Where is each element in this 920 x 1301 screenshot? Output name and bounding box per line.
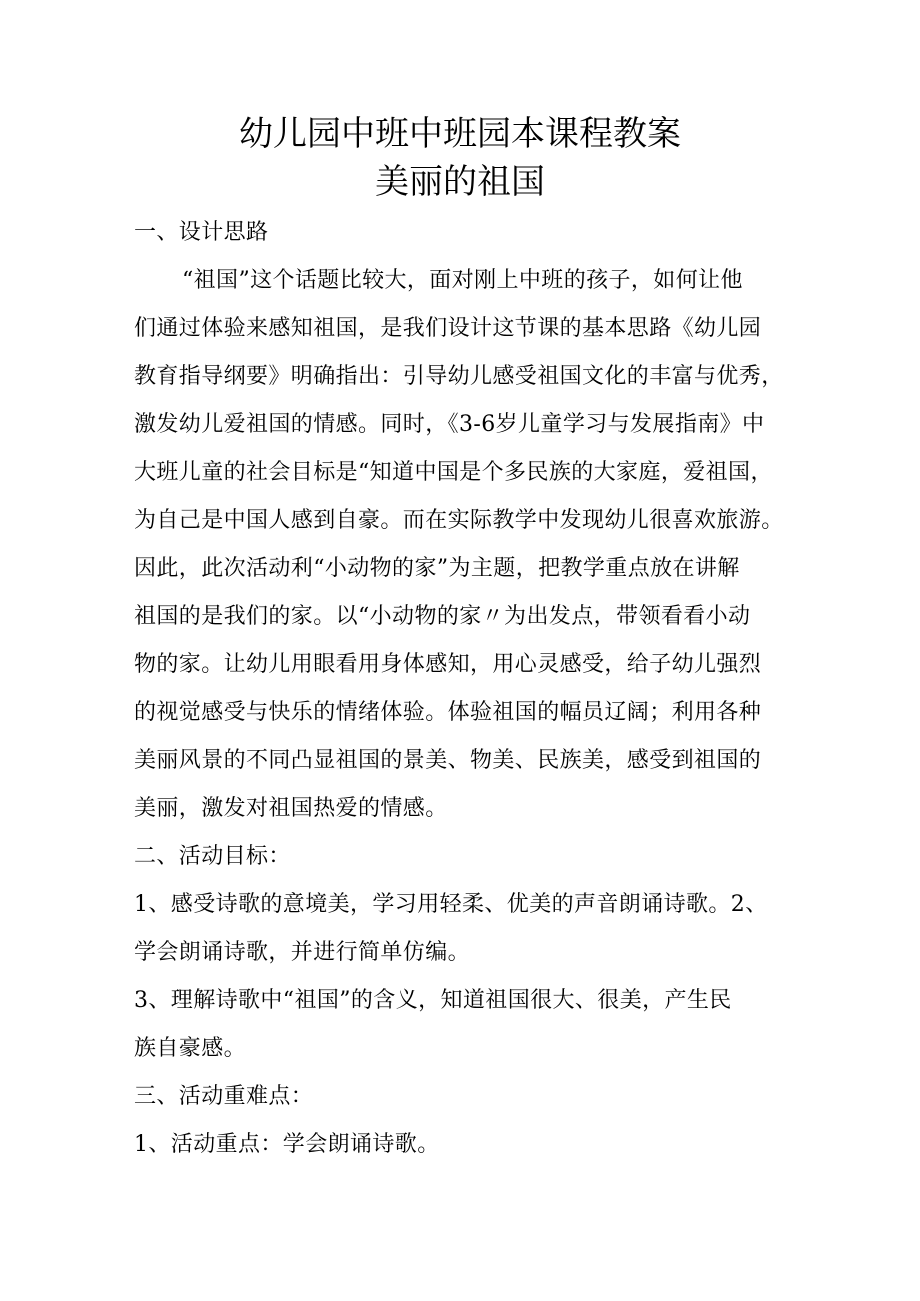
paragraph-line: 物的家。让幼儿用眼看用身体感知，用心灵感受，给子幼儿强烈: [134, 652, 762, 677]
goal-line: 学会朗诵诗歌，并进行简单仿编。: [134, 940, 471, 965]
keypoint-line: 1、活动重点：学会朗诵诗歌。: [134, 1132, 440, 1157]
section-heading-design: 一、设计思路: [134, 220, 269, 245]
section-heading-goals: 二、活动目标：: [134, 844, 291, 869]
paragraph-line: 美丽，激发对祖国热爱的情感。: [134, 796, 448, 821]
document-title: 幼儿园中班中班园本课程教案: [239, 114, 681, 154]
paragraph-line: 激发幼儿爱祖国的情感。同时，《3-6岁儿童学习与发展指南》中: [134, 412, 765, 437]
paragraph-line: 大班儿童的社会目标是“知道中国是个多民族的大家庭，爱祖国，: [134, 460, 773, 485]
paragraph-line: 为自己是中国人感到自豪。而在实际教学中发现幼儿很喜欢旅游。: [134, 508, 784, 533]
document-subtitle: 美丽的祖国: [375, 162, 545, 202]
paragraph-line: 的视觉感受与快乐的情绪体验。体验祖国的幅员辽阔；利用各种: [134, 700, 762, 725]
paragraph-line: 教育指导纲要》明确指出：引导幼儿感受祖国文化的丰富与优秀，: [134, 364, 784, 389]
goal-line: 族自豪感。: [134, 1036, 247, 1061]
section-heading-keypoints: 三、活动重难点：: [134, 1084, 314, 1109]
paragraph-line: 美丽风景的不同凸显祖国的景美、物美、民族美，感受到祖国的: [134, 748, 762, 773]
paragraph-line: 们通过体验来感知祖国，是我们设计这节课的基本思路《幼儿园: [134, 316, 762, 341]
paragraph-line: 因此，此次活动利“小动物的家”为主题，把教学重点放在讲解: [134, 556, 740, 581]
goal-line: 3、理解诗歌中“祖国”的含义，知道祖国很大、很美，产生民: [134, 988, 732, 1013]
goal-line: 1、感受诗歌的意境美，学习用轻柔、优美的声音朗诵诗歌。2、: [134, 892, 768, 917]
paragraph-line: “祖国”这个话题比较大，面对刚上中班的孩子，如何让他: [182, 268, 743, 293]
paragraph-line: 祖国的是我们的家。以“小动物的家〃为出发点，带领看看小动: [134, 604, 751, 629]
